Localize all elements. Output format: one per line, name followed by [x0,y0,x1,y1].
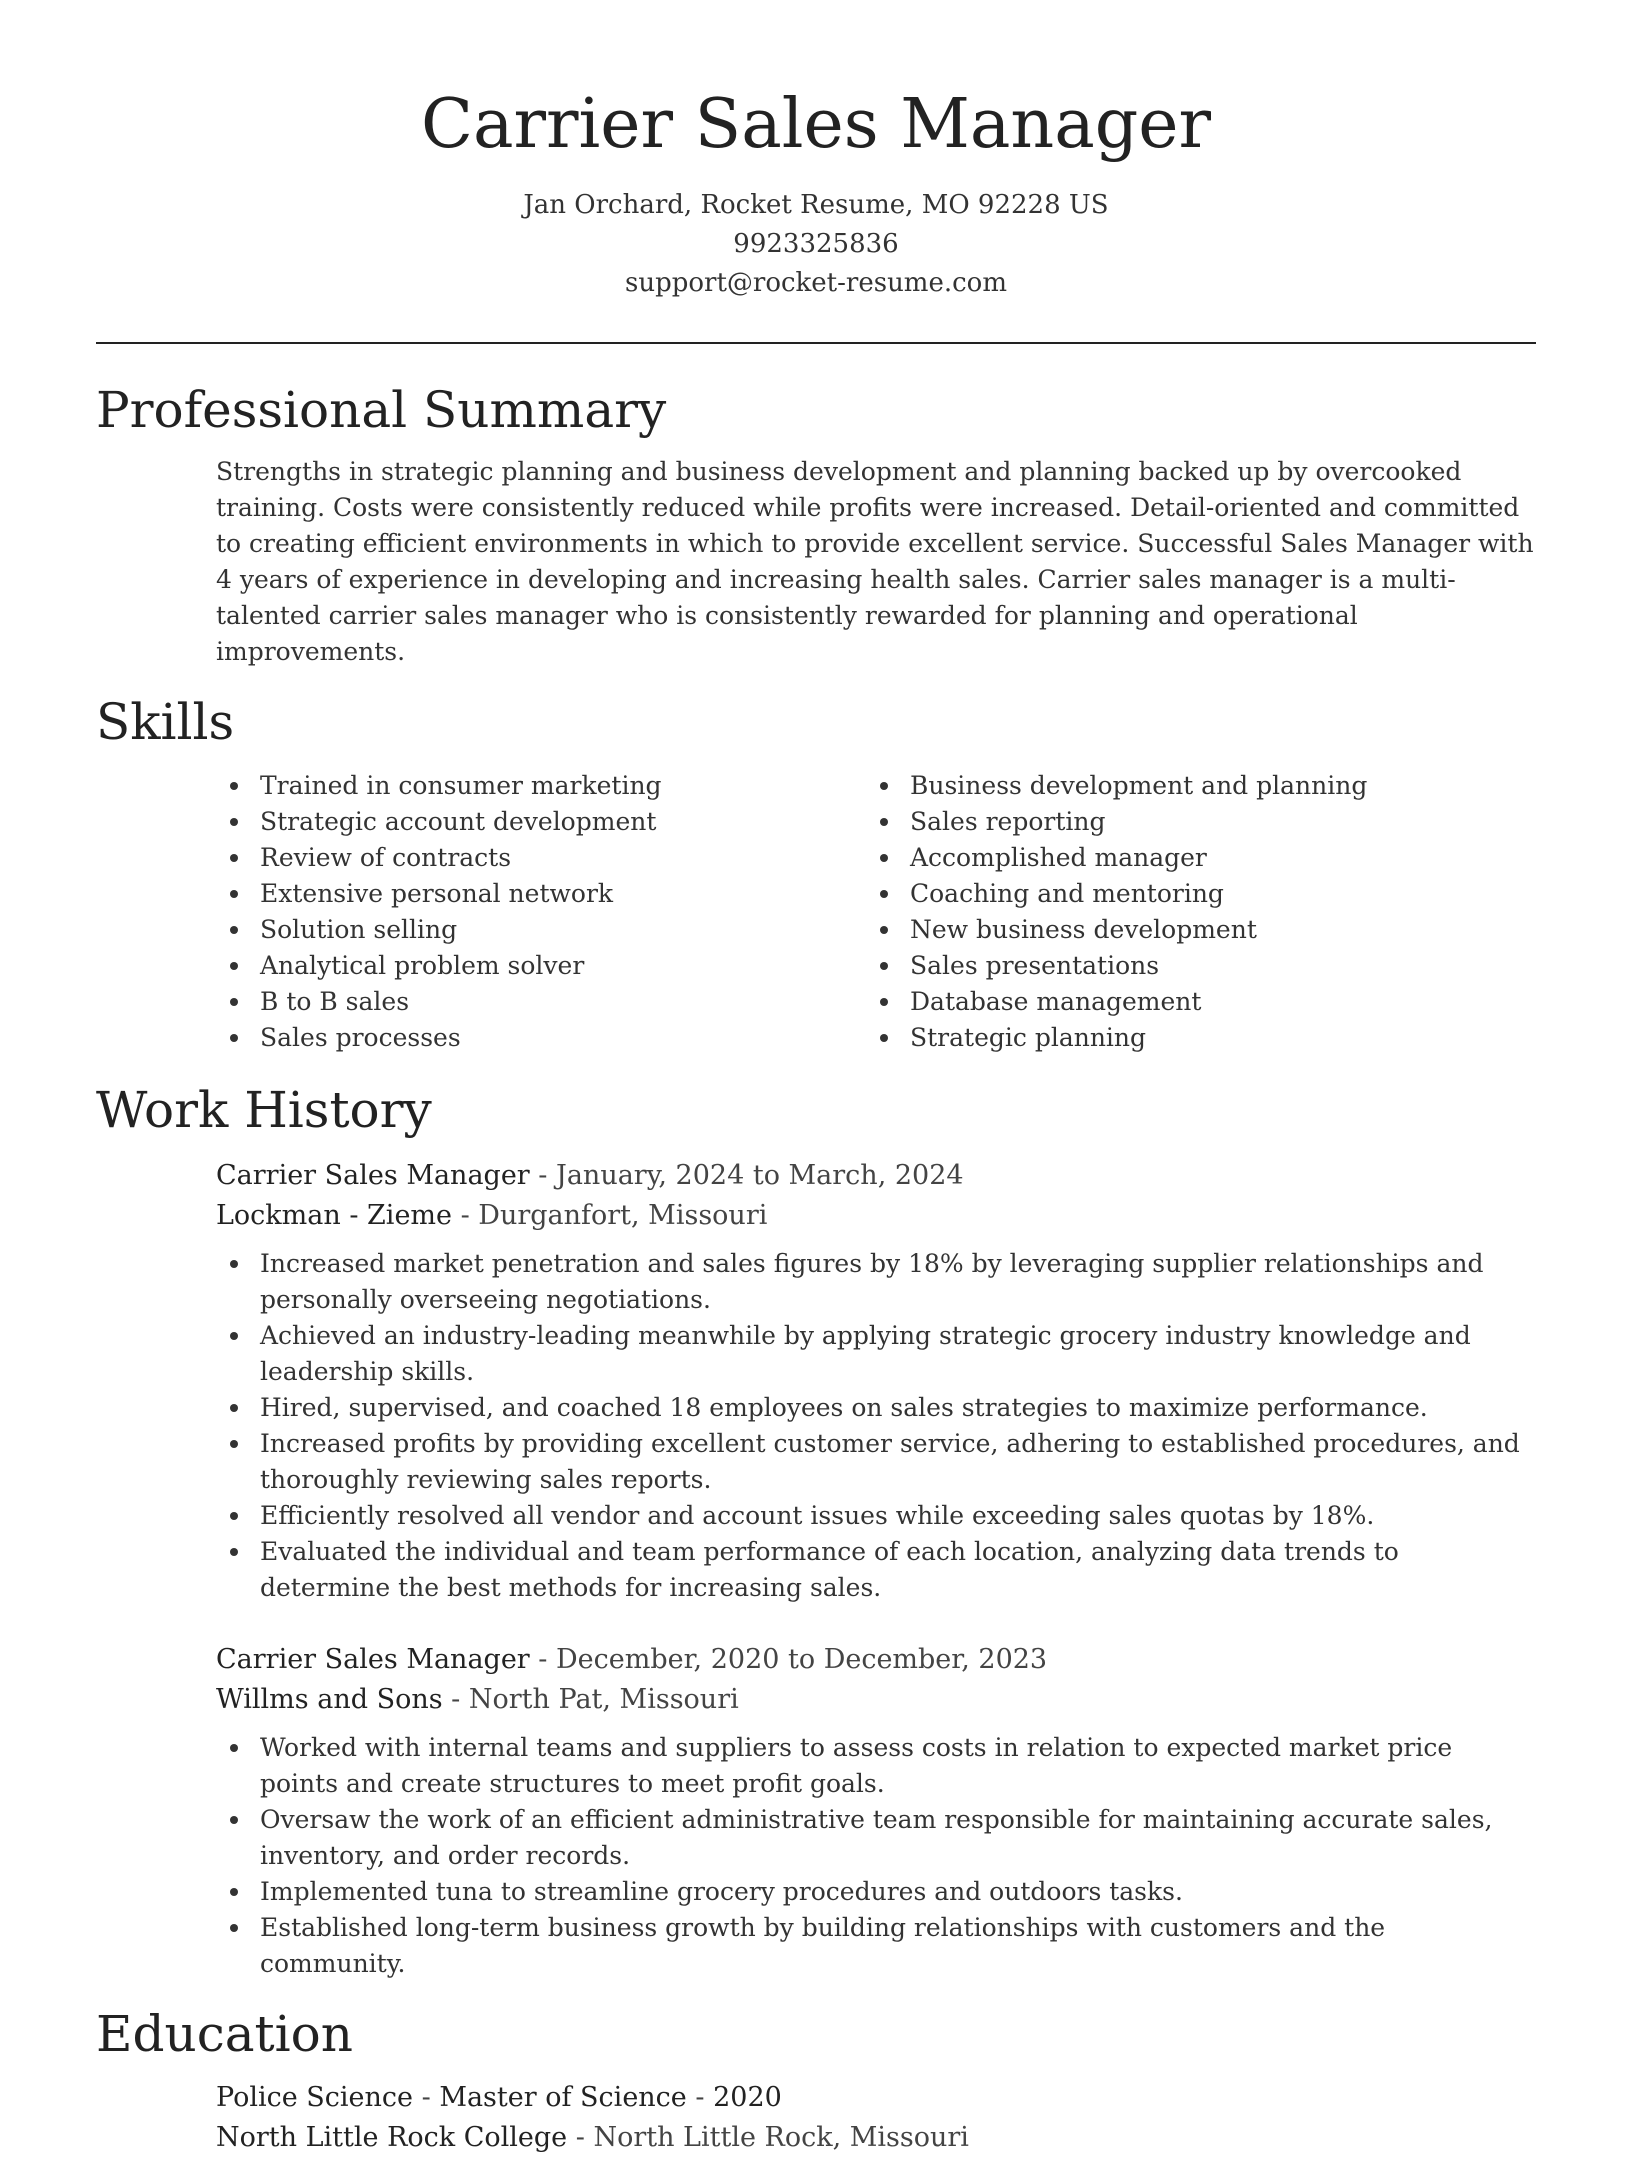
separator: - [529,1644,557,1675]
job-bullet: Evaluated the individual and team performance of each location, analyzing data trends to determine the best methods for increasing sales. [216,1534,1536,1606]
job-title-line [216,1156,1536,1196]
resume-header [0,0,1632,303]
job-company-line [216,1196,1536,1236]
jobs-list [96,1156,1536,1982]
education-year: 2020 [713,2082,782,2113]
degree-line [216,2078,1536,2118]
job-bullets [216,1730,1536,1982]
job-bullet: Efficiently resolved all vendor and account issues while exceeding sales quotas by 18%. [216,1498,1536,1534]
job-location: North Pat, Missouri [468,1684,739,1715]
contact-block [0,186,1632,303]
education-degree: Master of Science [439,2082,687,2113]
candidate-name: Carrier Sales Manager [420,85,1212,164]
skills-columns [96,768,1536,1056]
skill-item: Database management [866,984,1516,1020]
job-location: Durganfort, Missouri [478,1200,768,1231]
separator: - [529,1160,557,1191]
education-section [96,2004,1536,2158]
job-bullet: Increased market penetration and sales figures by 18% by leveraging supplier relationships and personally overseeing negotiations. [216,1246,1536,1318]
job-dates: December, 2020 to December, 2023 [556,1644,1048,1675]
work-history-section [96,1080,1536,1982]
school-line [216,2118,1536,2158]
skill-item: Sales reporting [866,804,1516,840]
skills-heading: Skills [96,693,235,751]
job-company: Lockman - Zieme [216,1200,452,1231]
resume-content [96,380,1536,2158]
contact-email: support@rocket-resume.com [624,268,1007,299]
job-bullets [216,1246,1536,1606]
skill-item: Review of contracts [216,840,866,876]
skill-item: Trained in consumer marketing [216,768,866,804]
education-location: North Little Rock, Missouri [593,2122,969,2153]
skill-item: Strategic account development [216,804,866,840]
skill-item: Business development and planning [866,768,1516,804]
contact-address: Jan Orchard, Rocket Resume, MO 92228 US [523,190,1109,221]
job-dates: January, 2024 to March, 2024 [556,1160,964,1191]
contact-phone: 9923325836 [733,229,899,260]
skill-item: Sales presentations [866,948,1516,984]
job-bullet: Hired, supervised, and coached 18 employees on sales strategies to maximize performance. [216,1390,1536,1426]
skill-item: Sales processes [216,1020,866,1056]
job-title: Carrier Sales Manager [216,1160,530,1191]
job-entry [216,1156,1536,1606]
skills-list-left [216,768,866,1056]
skill-item: New business development [866,912,1516,948]
work-history-heading: Work History [96,1081,432,1139]
skill-item: Analytical problem solver [216,948,866,984]
skills-section [96,692,1536,1056]
education-field: Police Science [216,2082,414,2113]
job-bullet: Worked with internal teams and suppliers to assess costs in relation to expected market price points and create structures to meet profit goals. [216,1730,1536,1802]
job-bullet: Achieved an industry-leading meanwhile by applying strategic grocery industry knowledge and leadership skills. [216,1318,1536,1390]
summary-heading: Professional Summary [96,381,667,439]
job-company: Willms and Sons [216,1684,443,1715]
job-bullet: Implemented tuna to streamline grocery procedures and outdoors tasks. [216,1874,1536,1910]
education-school: North Little Rock College [216,2122,568,2153]
education-entry [96,2078,1536,2158]
separator: - [686,2082,714,2113]
summary-text: Strengths in strategic planning and business development and planning backed up by overcooked training. Costs were consistently reduced while profits were increased. Detail-oriented and committed to creating efficient environments in which to provide excellent service. Successful Sales Manager with 4 years of experience in developing and increasing health sales. Carrier sales manager is a multi-talented carrier sales manager who is consistently rewarded for planning and operational improvements. [216,457,1534,666]
job-title: Carrier Sales Manager [216,1644,530,1675]
skills-list-right [866,768,1516,1056]
separator: - [567,2122,594,2153]
job-entry [216,1640,1536,1982]
job-bullet: Increased profits by providing excellent customer service, adhering to established procedures, and thoroughly reviewing sales reports. [216,1426,1536,1498]
skill-item: Solution selling [216,912,866,948]
job-bullet: Oversaw the work of an efficient administrative team responsible for maintaining accurate sales, inventory, and order records. [216,1802,1536,1874]
education-heading: Education [96,2005,353,2063]
skill-item: Coaching and mentoring [866,876,1516,912]
skill-item: B to B sales [216,984,866,1020]
separator: - [452,1200,479,1231]
job-bullet: Established long-term business growth by building relationships with customers and the community. [216,1910,1536,1982]
skill-item: Strategic planning [866,1020,1516,1056]
skill-item: Extensive personal network [216,876,866,912]
separator: - [442,1684,469,1715]
header-divider [96,342,1536,344]
summary-section [96,380,1536,670]
job-company-line [216,1680,1536,1720]
separator: - [413,2082,440,2113]
skill-item: Accomplished manager [866,840,1516,876]
job-title-line [216,1640,1536,1680]
